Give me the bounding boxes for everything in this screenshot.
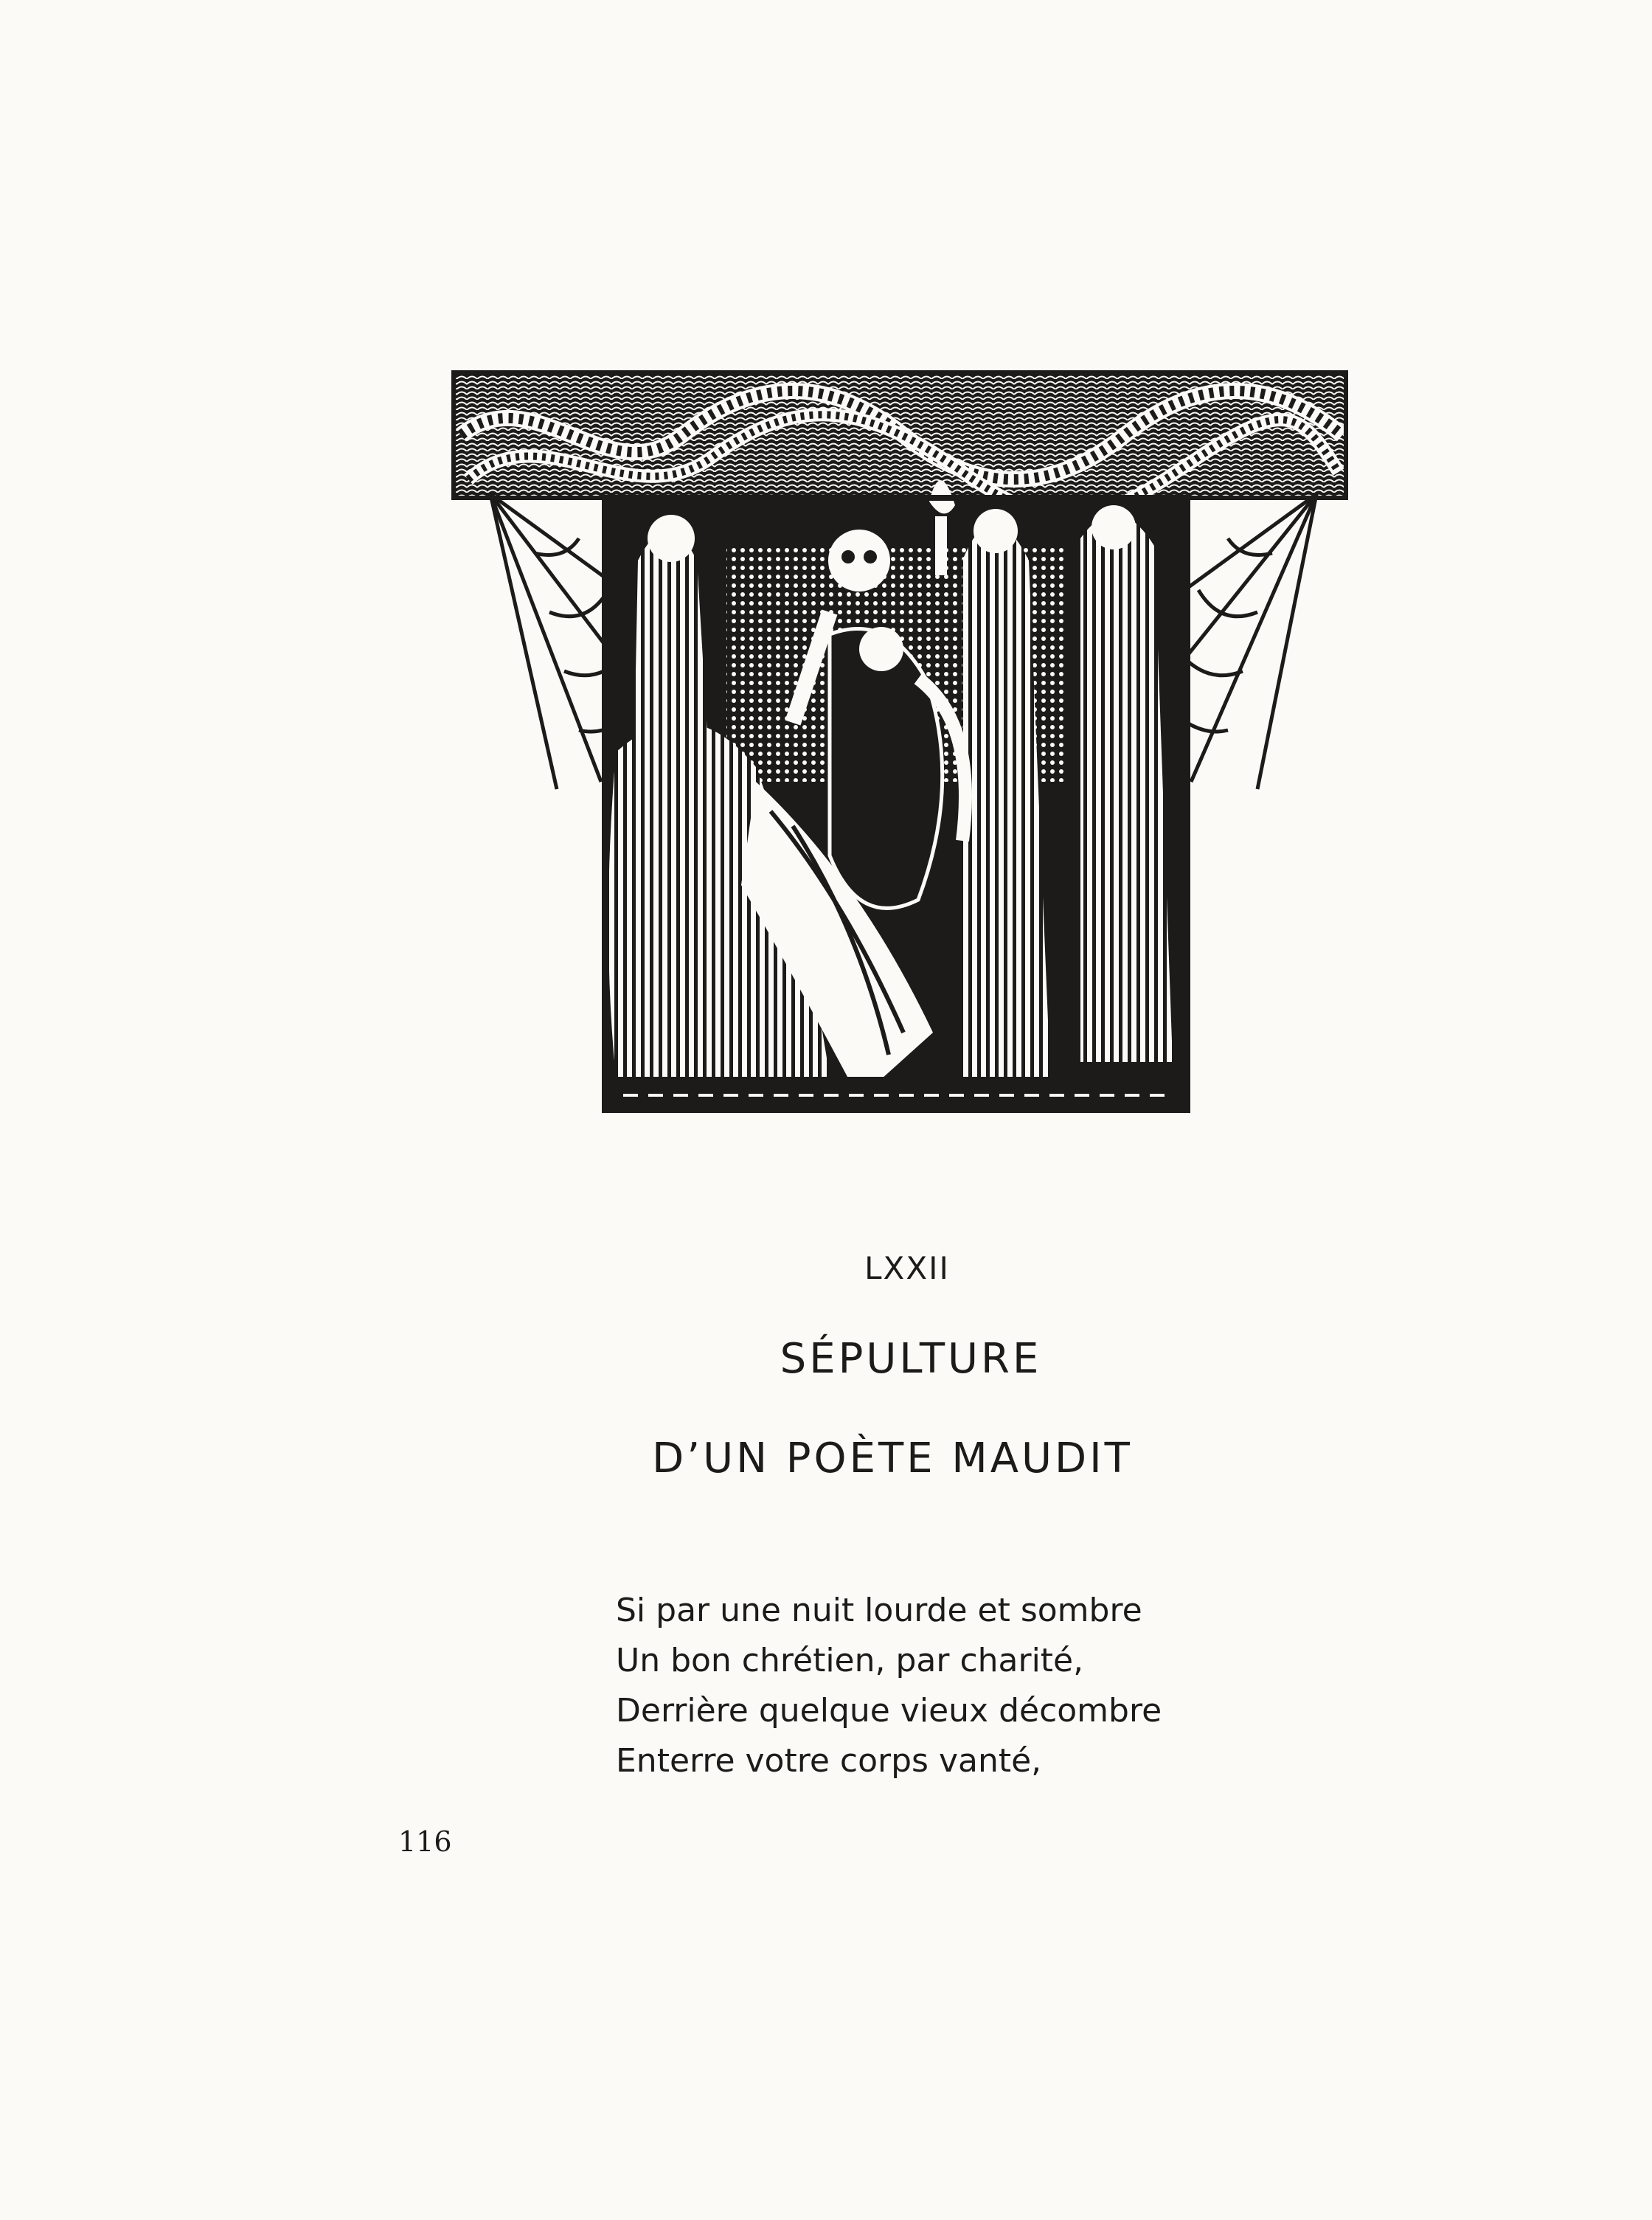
- woodcut-illustration: [446, 369, 1350, 1117]
- page-number: 116: [398, 1825, 452, 1858]
- woodcut-illustration-image: [446, 369, 1350, 1117]
- poem-line: Si par une nuit lourde et sombre: [616, 1592, 1142, 1629]
- poem-line: Enterre votre corps vanté,: [616, 1742, 1042, 1780]
- poem-title-line-2: D’UN POÈTE MAUDIT: [652, 1435, 1133, 1482]
- poem-title-line-1: SÉPULTURE: [780, 1335, 1042, 1383]
- chapter-numeral: LXXII: [864, 1250, 950, 1286]
- poem-stanza: [616, 1586, 1162, 1786]
- poem-line: Derrière quelque vieux décombre: [616, 1692, 1162, 1730]
- poem-line: Un bon chrétien, par charité,: [616, 1642, 1084, 1679]
